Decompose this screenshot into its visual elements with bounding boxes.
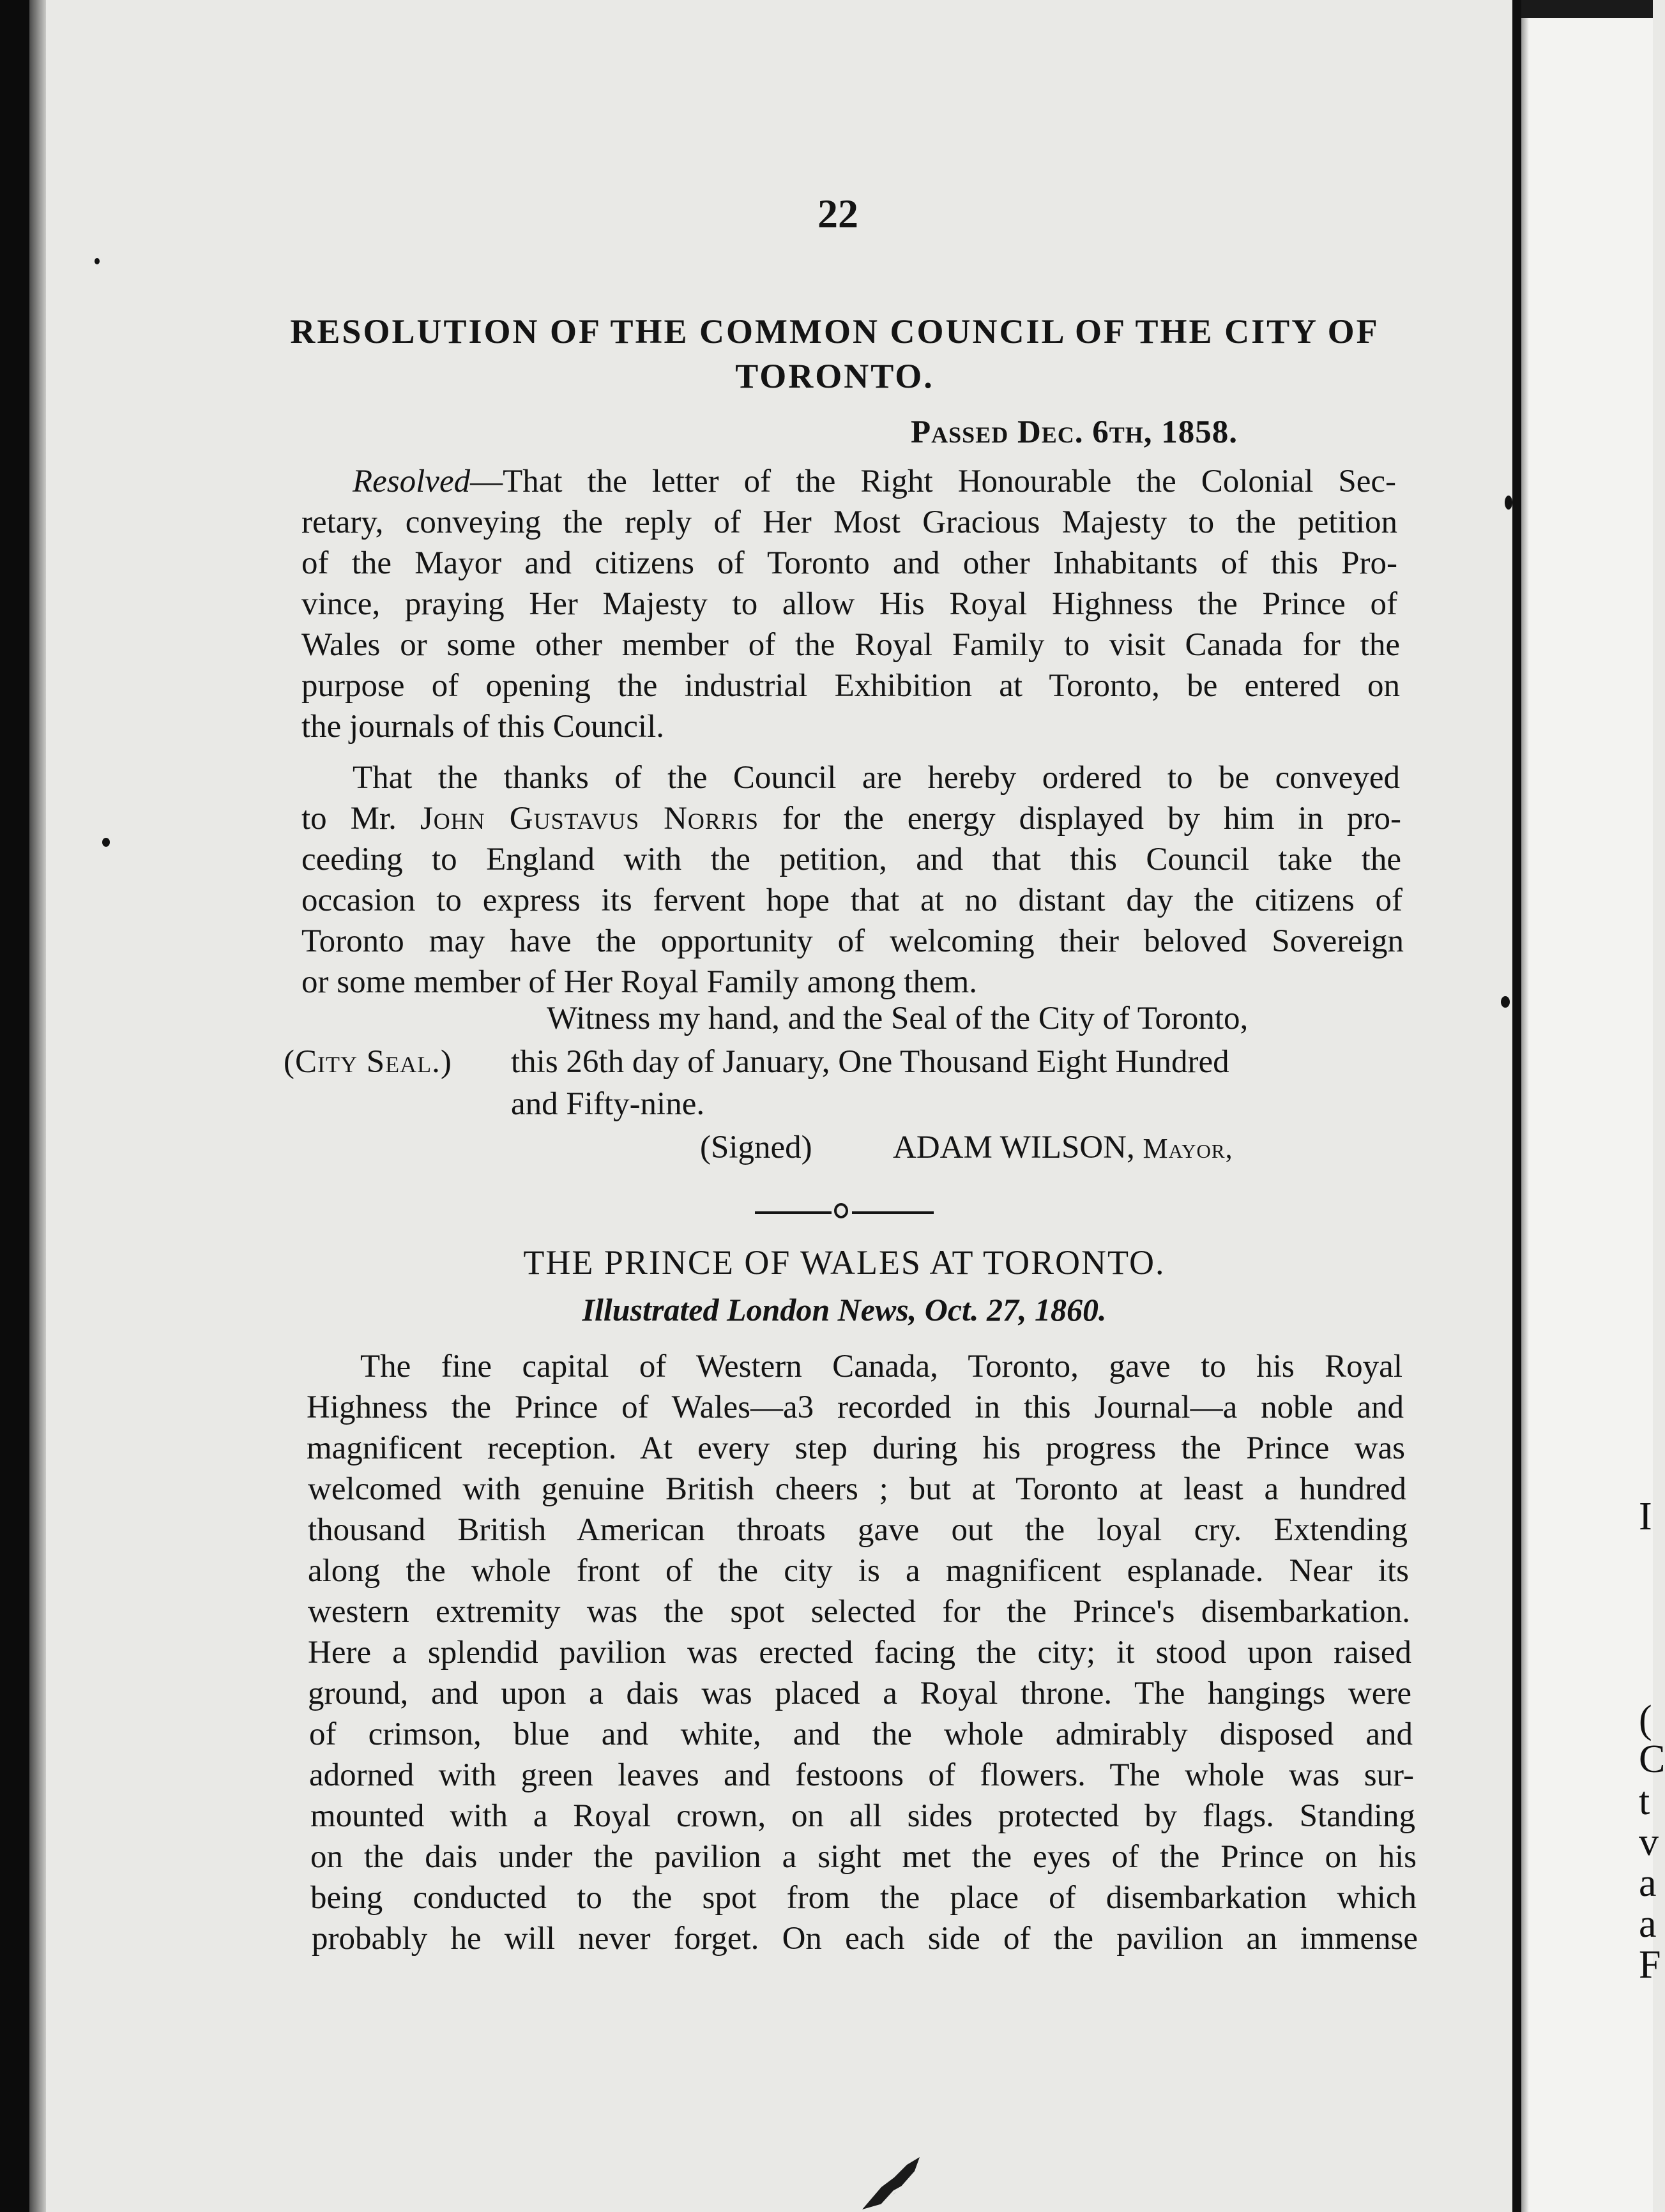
next-page-letter: C: [1639, 1738, 1665, 1781]
thanks-line-3: ceeding to England with the petition, and that this Council take the: [301, 842, 1401, 877]
thanks-line-1: That the thanks of the Council are hereby ordered to be conveyed: [353, 760, 1400, 796]
resolution-line-7: the journals of this Council.: [301, 709, 665, 745]
next-page-letter: F: [1639, 1943, 1661, 1987]
thanks-line-4: occasion to express its fervent hope that at no distant day the citizens of: [301, 883, 1403, 918]
article-line-15: probably he will never forget. On each side of the pavilion an immense: [312, 1921, 1418, 1957]
witness-line-2: this 26th day of January, One Thousand Eight Hundred: [511, 1044, 1229, 1080]
article-line-4: welcomed with genuine British cheers ; but at Toronto at least a hundred: [308, 1471, 1406, 1507]
resolution-line-1: [353, 461, 1396, 502]
section-two-title: THE PRINCE OF WALES AT TORONTO.: [523, 1243, 1166, 1282]
next-page-strip: [1521, 0, 1653, 2212]
next-page-shadow: [1521, 0, 1529, 2212]
resolution-line-3: of the Mayor and citizens of Toronto and other Inhabitants of this Pro-: [301, 545, 1397, 581]
article-line-5: thousand British American throats gave out the loyal cry. Extending: [308, 1512, 1408, 1548]
scan-left-border: [0, 0, 29, 2212]
city-seal-label: (City Seal.): [284, 1044, 452, 1080]
article-line-11: adorned with green leaves and festoons of flowers. The whole was sur-: [309, 1757, 1414, 1793]
next-page-letter: a: [1639, 1902, 1657, 1946]
article-line-3: magnificent reception. At every step during his progress the Prince was: [307, 1430, 1405, 1466]
witness-line-1: Witness my hand, and the Seal of the City of Toronto,: [547, 1001, 1249, 1036]
thanks-line-2-post: for the energy displayed by him in pro-: [758, 801, 1401, 837]
article-line-12: mounted with a Royal crown, on all sides protected by flags. Standing: [310, 1798, 1415, 1834]
article-line-1: The fine capital of Western Canada, Toronto, gave to his Royal: [360, 1349, 1403, 1384]
norris-name: John Gustavus Norris: [420, 801, 759, 837]
resolution-line-4: vince, praying Her Majesty to allow His Royal Highness the Prince of: [301, 586, 1397, 622]
thanks-line-2-pre: to Mr.: [301, 801, 420, 837]
next-page-letter: v: [1639, 1821, 1659, 1864]
scan-speck: [1501, 996, 1510, 1008]
thanks-line-2: [301, 798, 1401, 839]
article-line-6: along the whole front of the city is a magnificent esplanade. Near its: [308, 1553, 1409, 1589]
paper-tear-mark: [856, 2152, 926, 2212]
passed-date: Passed Dec. 6th, 1858.: [911, 414, 1238, 450]
article-line-14: being conducted to the spot from the place of disembarkation which: [310, 1880, 1417, 1916]
article-line-13: on the dais under the pavilion a sight met the eyes of the Prince on his: [310, 1839, 1417, 1875]
scan-speck: [95, 258, 100, 264]
page-number: 22: [817, 191, 858, 236]
scan-left-shadow: [29, 0, 46, 2212]
scan-gutter-rule: [1512, 0, 1521, 2212]
resolution-line-5: Wales or some other member of the Royal Family to visit Canada for the: [301, 627, 1400, 663]
article-line-7: western extremity was the spot selected for the Prince's disembarkation.: [308, 1594, 1410, 1630]
divider-ornament-icon: [834, 1203, 848, 1218]
thanks-line-5: Toronto may have the opportunity of welcoming their beloved Sovereign: [301, 923, 1404, 959]
next-page-letter: a: [1639, 1861, 1657, 1905]
article-line-9: ground, and upon a dais was placed a Royal throne. The hangings were: [308, 1676, 1411, 1711]
article-line-8: Here a splendid pavilion was erected facing the city; it stood upon raised: [308, 1635, 1411, 1670]
resolution-line-2: retary, conveying the reply of Her Most Gracious Majesty to the petition: [301, 504, 1397, 540]
signed-label: (Signed): [700, 1130, 812, 1165]
scan-speck: [102, 838, 110, 847]
section-two-source: Illustrated London News, Oct. 27, 1860.: [582, 1292, 1107, 1328]
thanks-line-6: or some member of Her Royal Family among them.: [301, 964, 978, 1000]
next-page-letter: t: [1639, 1780, 1650, 1823]
document-page: [46, 0, 1512, 2212]
bleed-through-text: [353, 281, 360, 314]
signer-name: ADAM WILSON,: [893, 1130, 1135, 1165]
resolved-word: Resolved: [353, 464, 471, 499]
resolution-line-6: purpose of opening the industrial Exhibition at Toronto, be entered on: [301, 668, 1400, 704]
scan-speck: [1505, 496, 1512, 510]
resolution-line-1-text: —That the letter of the Right Honourable the Colonial Sec-: [470, 464, 1396, 499]
section-one-title-line-2: TORONTO.: [735, 357, 934, 395]
witness-line-3: and Fifty-nine.: [511, 1086, 705, 1122]
section-divider: [755, 1197, 934, 1222]
article-line-10: of crimson, blue and white, and the whole admirably disposed and: [309, 1716, 1413, 1752]
article-line-2: Highness the Prince of Wales—a3 recorded in this Journal—a noble and: [307, 1390, 1404, 1425]
signer-block: [893, 1129, 1233, 1166]
signer-title: Mayor,: [1143, 1133, 1233, 1164]
next-page-letter: (: [1639, 1698, 1652, 1741]
scan-top-shadow: [1521, 0, 1653, 18]
section-one-title-line-1: RESOLUTION OF THE COMMON COUNCIL OF THE CITY OF: [290, 312, 1380, 351]
next-page-letter: I: [1639, 1495, 1652, 1538]
